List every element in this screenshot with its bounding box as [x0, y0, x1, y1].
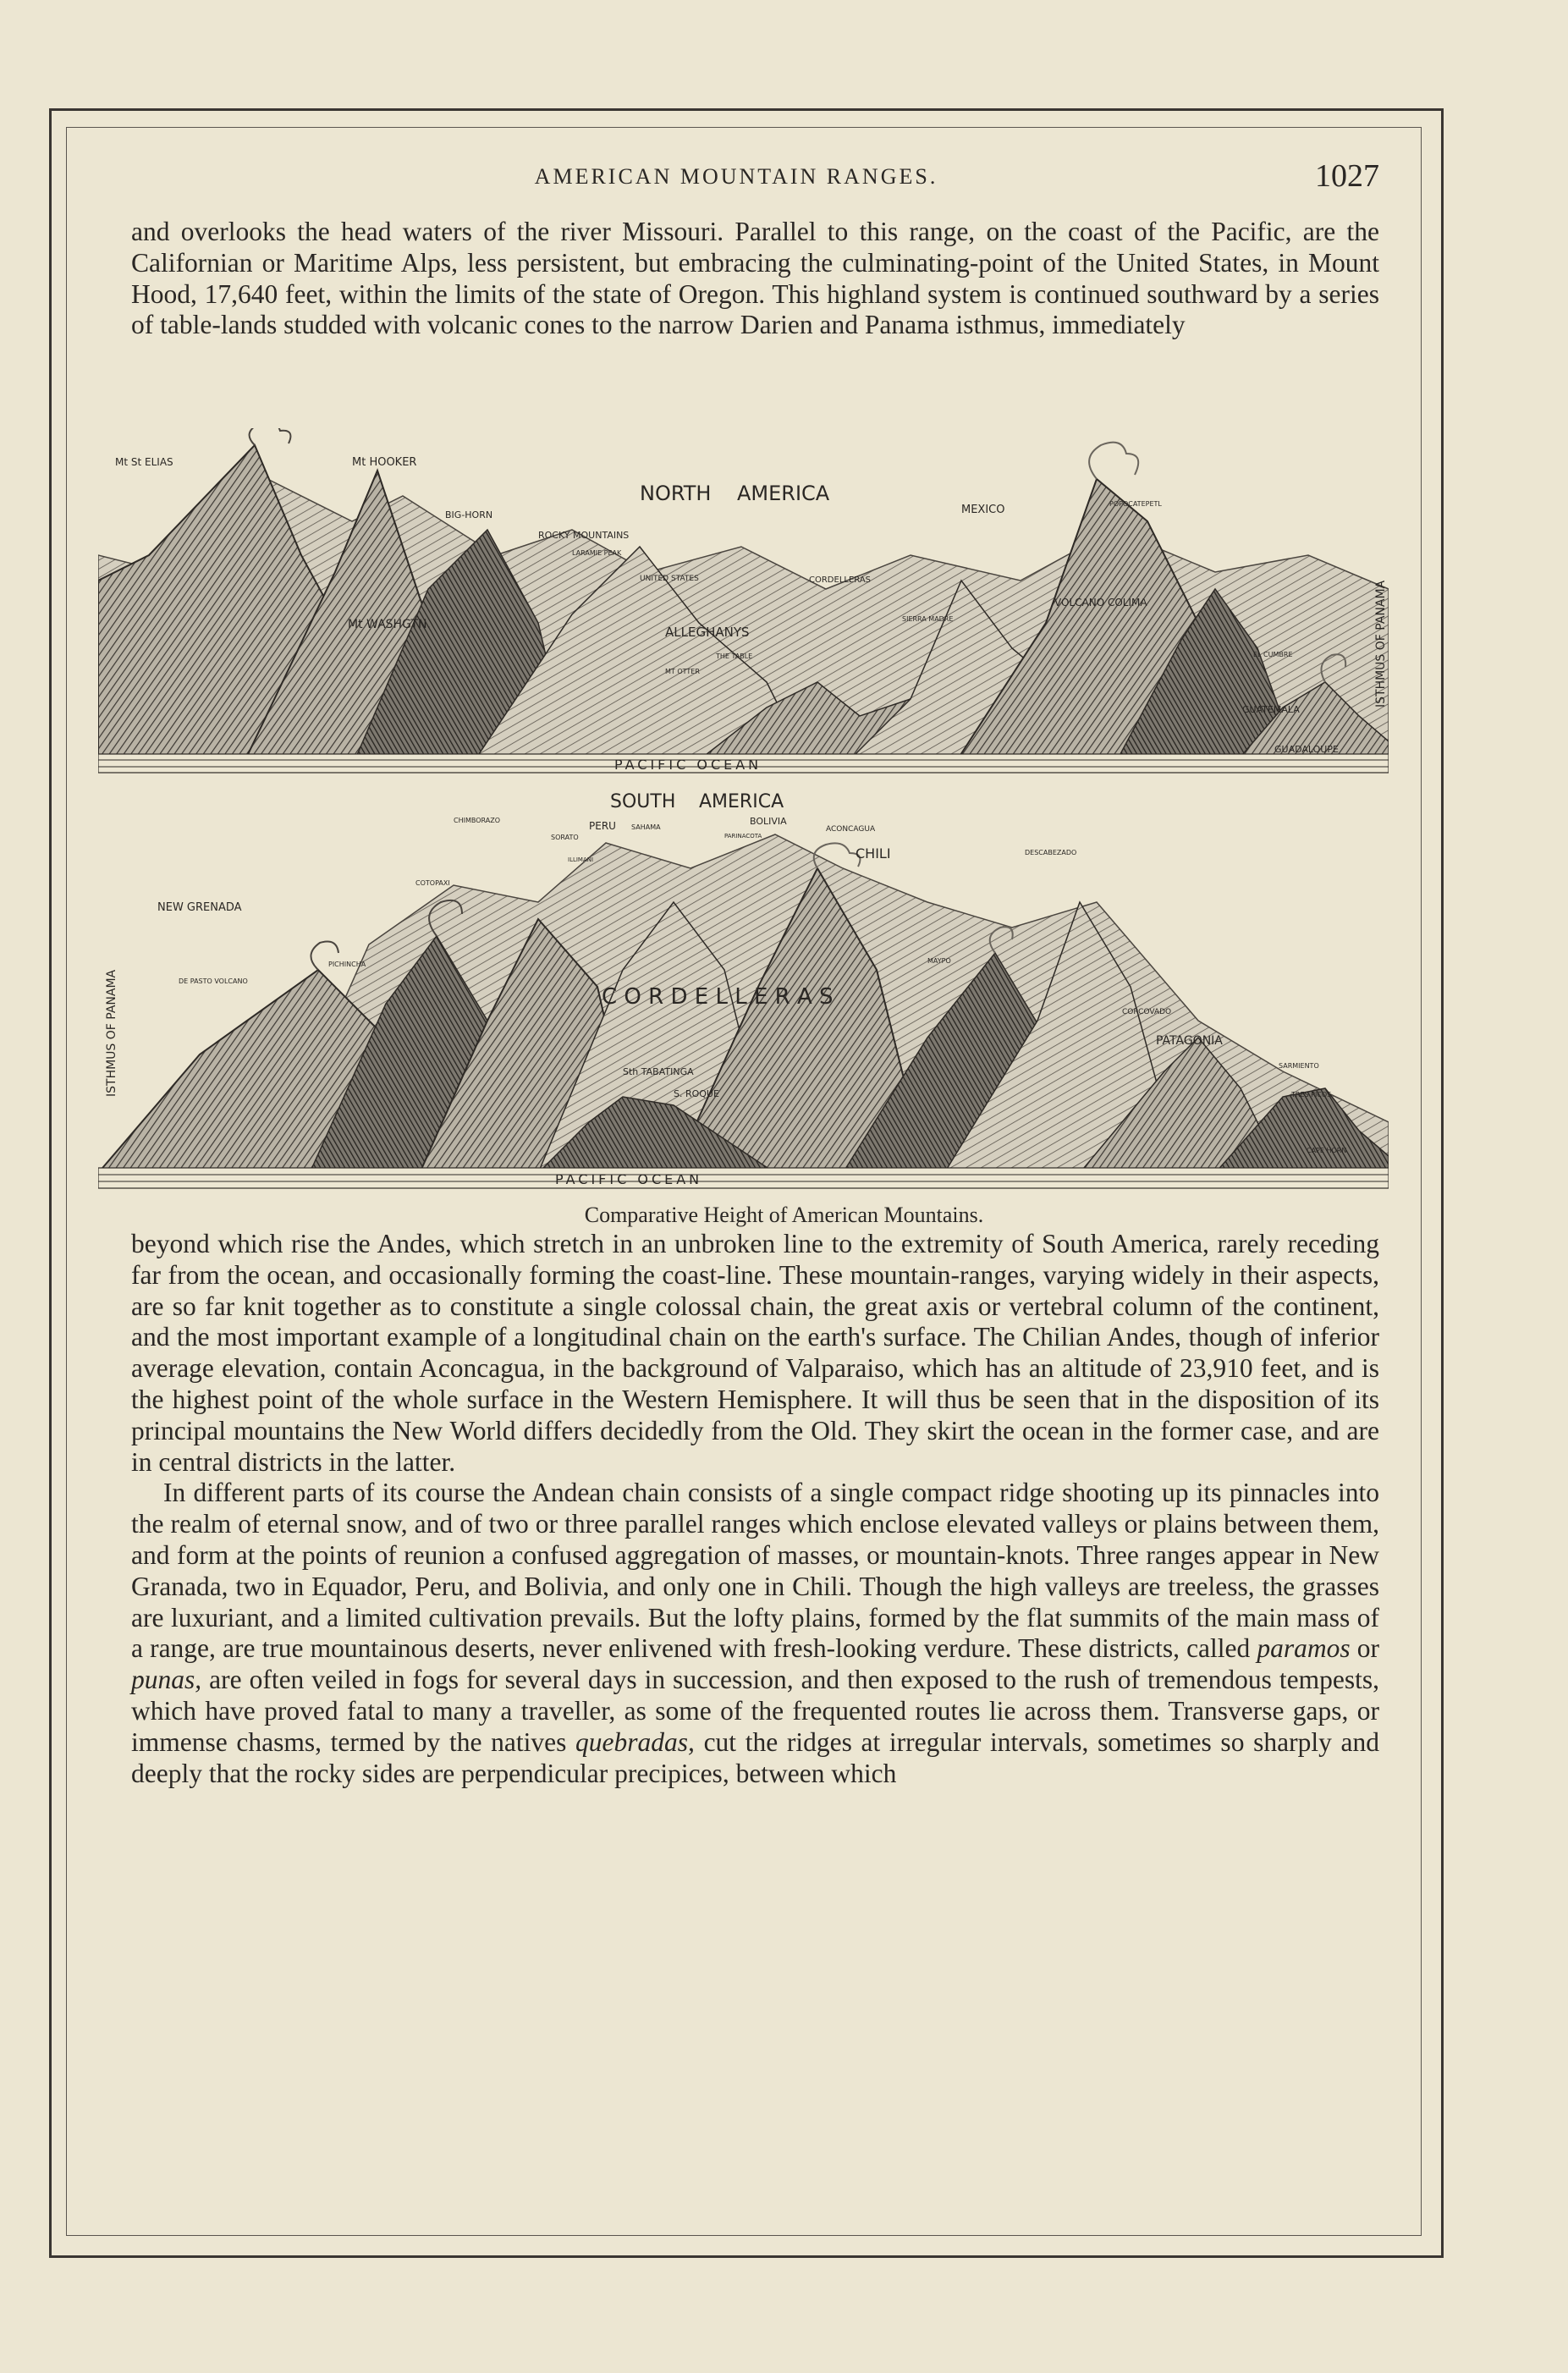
- south-title-b: AMERICA: [699, 791, 784, 812]
- label-sahama: SAHAMA: [631, 823, 661, 831]
- term-punas: punas,: [131, 1665, 202, 1695]
- label-chili: CHILI: [856, 845, 891, 862]
- label-guadaloupe: GUADALOUPE: [1274, 744, 1339, 755]
- label-maypo: MAYPO: [927, 957, 951, 965]
- label-big-horn: BIG-HORN: [445, 509, 493, 520]
- label-mt-otter: MT OTTER: [665, 668, 700, 675]
- label-guatemala: GUATEMALA: [1242, 704, 1300, 715]
- term-paramos: paramos: [1257, 1633, 1351, 1664]
- north-title-b: AMERICA: [737, 482, 830, 505]
- south-title-a: SOUTH: [610, 791, 676, 812]
- label-patagonia: PATAGONIA: [1156, 1034, 1223, 1048]
- label-parinacota: PARINACOTA: [724, 833, 762, 840]
- figure-comparative-heights: [98, 428, 1389, 1203]
- label-laramie: LARAMIE PEAK: [572, 549, 622, 557]
- running-title: AMERICAN MOUNTAIN RANGES.: [534, 164, 938, 189]
- label-the-table: THE TABLE: [716, 652, 753, 660]
- mountain-illustration: [98, 428, 1389, 1203]
- label-sarmiento: SARMIENTO: [1279, 1062, 1319, 1070]
- label-cordelleras-north: CORDELLERAS: [809, 575, 872, 585]
- label-pichincha: PICHINCHA: [328, 961, 366, 968]
- paragraph-2-part-c: cut the ridges at irregular intervals, sometimes so sharply and deeply that the rocky sides are perpendicular precipices, between which: [131, 1726, 1379, 1788]
- label-isthmus-south: ISTHMUS OF PANAMA: [105, 969, 118, 1097]
- label-popocatepetl: POPOCATEPETL: [1109, 500, 1162, 508]
- label-st-elias: Mt St ELIAS: [115, 456, 173, 468]
- label-chimborazo: CHIMBORAZO: [454, 817, 500, 824]
- north-ocean-label: PACIFIC OCEAN: [614, 757, 762, 773]
- word-or: or: [1356, 1633, 1380, 1664]
- label-united-states: UNITED STATES: [640, 575, 699, 583]
- label-illimani: ILLIMANI: [568, 856, 594, 863]
- paragraph-2-part-a: In different parts of its course the Andean chain consists of a single compact ridge shooting up its pinnacles into the realm of eternal snow, and of two or three parallel ranges which enclose elevated valleys or plains between them, and form at the points of reunion a confused aggregation of masses, or mountain-knots. Three ranges appear in New Granada, two in Equador, Peru, and Bolivia, and only one in Chili. Though the high valleys are treeless, the grasses are luxuriant, and a limited cultivation prevails. But the lofty plains, formed by the flat summits of the main mass of a range, are true mountainous deserts, never enlivened with fresh-looking verdure. These districts, called: [131, 1478, 1379, 1664]
- label-descabezado: DESCABEZADO: [1025, 849, 1077, 856]
- running-head: [93, 157, 1379, 200]
- term-quebradas: quebradas,: [575, 1726, 695, 1757]
- label-s-roque: S. ROQUE: [674, 1088, 719, 1099]
- body-text-top: [131, 217, 1379, 341]
- label-st-tabatinga: Sth TABATINGA: [623, 1066, 694, 1077]
- label-de-pasto: DE PASTO VOLCANO: [179, 977, 248, 985]
- page-number: 1027: [1315, 158, 1379, 194]
- north-title-a: NORTH: [640, 482, 712, 505]
- label-el-cumbre: EL CUMBRE: [1253, 651, 1293, 658]
- label-peru: PERU: [589, 820, 616, 832]
- label-cotopaxi: COTOPAXI: [415, 879, 450, 887]
- label-alleghanys: ALLEGHANYS: [665, 625, 750, 640]
- label-tres-picos: TRES PICOS: [1291, 1091, 1332, 1098]
- label-mexico: MEXICO: [961, 504, 1005, 516]
- south-ocean-label: PACIFIC OCEAN: [555, 1171, 703, 1187]
- label-sorato-small: SORATO: [551, 834, 579, 841]
- label-cordelleras-south: C O R D E L L E R A S: [602, 984, 834, 1010]
- north-america-panel: [98, 428, 1389, 773]
- label-volcano-colima: VOLCANO COLIMA: [1054, 597, 1147, 608]
- label-corcovado: CORCOVADO: [1122, 1008, 1172, 1016]
- paragraph-2: [131, 1478, 1379, 1789]
- figure-caption: Comparative Height of American Mountains.: [584, 1203, 984, 1227]
- paragraph-continued: and overlooks the head waters of the river Missouri. Parallel to this range, on the coast of the Pacific, are the Californian or Maritime Alps, less persistent, but embracing the culminating-point of the United States, in Mount Hood, 17,640 feet, within the limits of the state of Oregon. This highland system is continued southward by a series of table-lands studded with volcanic cones to the narrow Darien and Panama isthmus, immediately: [131, 217, 1379, 340]
- label-hooker: Mt HOOKER: [352, 456, 417, 469]
- label-new-granada: NEW GRENADA: [157, 901, 242, 914]
- label-sierra-madre: SIERRA MADRE: [902, 615, 954, 623]
- label-isthmus-north: ISTHMUS OF PANAMA: [1374, 580, 1388, 707]
- body-text-bottom: [131, 1229, 1379, 1789]
- label-bolivia: BOLIVIA: [750, 816, 787, 827]
- paragraph-1: beyond which rise the Andes, which stretch in an unbroken line to the extremity of South America, rarely receding far from the ocean, and occasionally forming the coast-line. These mountain-ranges, varying widely in their aspects, are so far knit together as to constitute a single colossal chain, the great axis or vertebral column of the continent, and the most important example of a longitudinal chain on the earth's surface. The Chilian Andes, though of inferior average elevation, contain Aconcagua, in the background of Valparaiso, which has an altitude of 23,910 feet, and is the highest point of the whole surface in the Western Hemisphere. It will thus be seen that in the disposition of its principal mountains the New World differs decidedly from the Old. They skirt the ocean in the former case, and are in central districts in the latter.: [131, 1229, 1379, 1477]
- label-cape-horn: CAPE HORN: [1307, 1147, 1347, 1154]
- south-america-panel: [98, 784, 1389, 1198]
- label-aconcagua: ACONCAGUA: [826, 825, 876, 834]
- label-rocky: ROCKY MOUNTAINS: [538, 530, 630, 541]
- label-washington: Mt WASHGTN.: [348, 618, 431, 631]
- paragraph-2-part-b: are often veiled in fogs for several days in succession, and then exposed to the rush of tremendous tempests, which have proved fatal to many a traveller, as some of the frequented routes lie across them. Transverse gaps, or immense chasms, termed by the natives: [131, 1665, 1380, 1757]
